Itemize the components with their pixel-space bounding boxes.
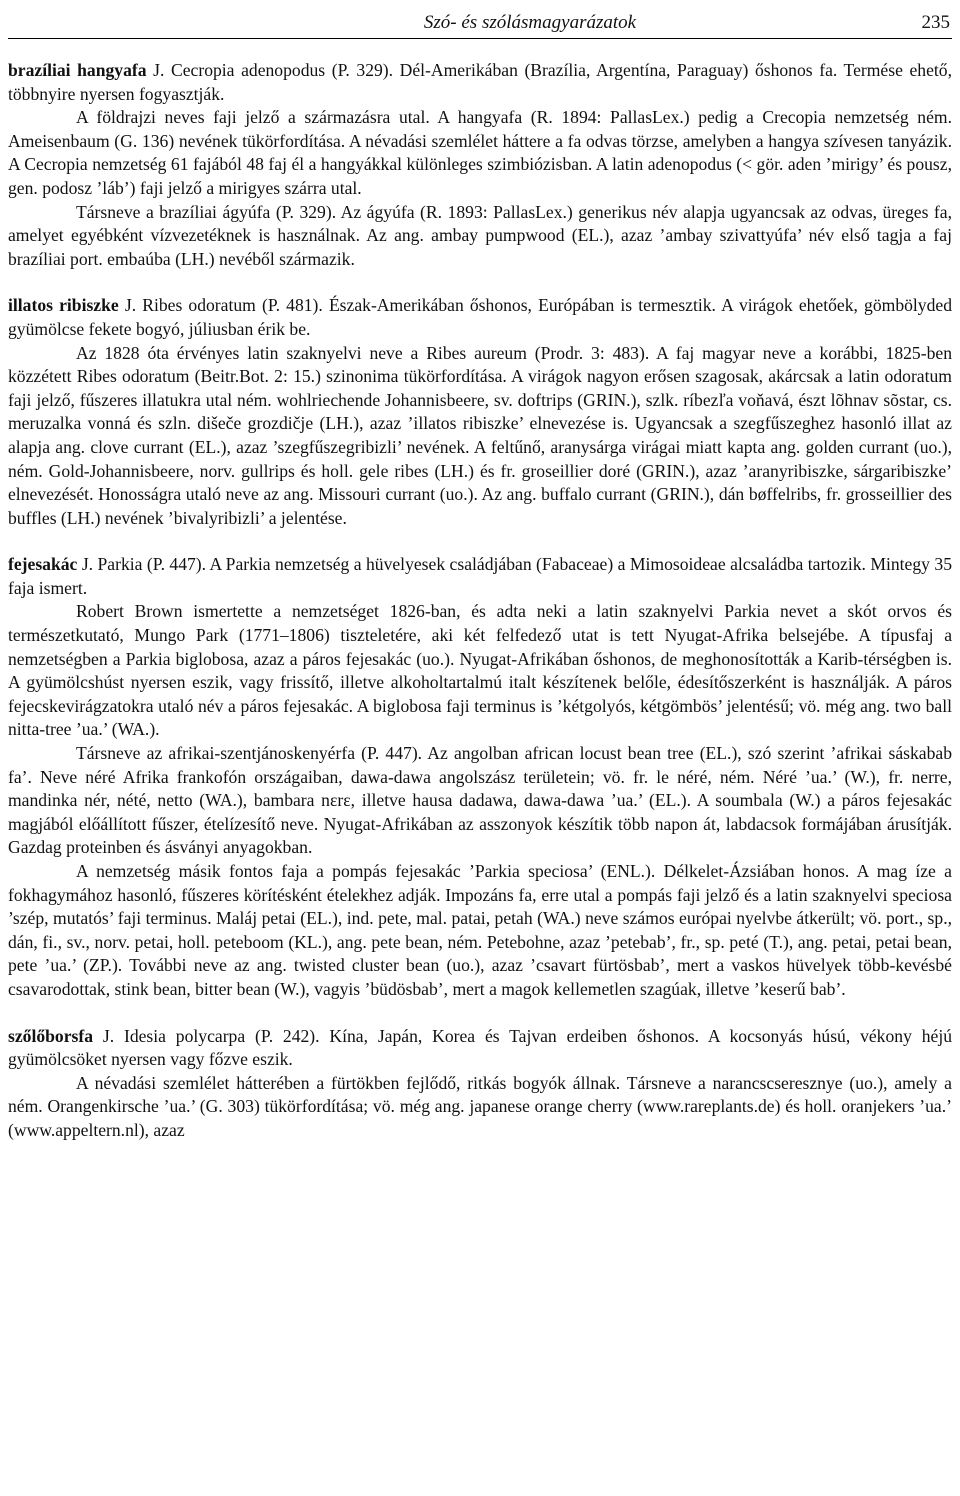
dictionary-entry: [8, 59, 952, 271]
entry-text: J. Parkia (P. 447). A Parkia nemzetség a hüvelyesek családjában (Fabaceae) a Mimosoideae alcsaládba tartozik. Mintegy 35 faja ismert.: [8, 554, 952, 598]
entry-paragraph: A névadási szemlélet hátterében a fürtökben fejlődő, ritkás bogyók állnak. Társneve a narancscseresznye (uo.), amely a ném. Orangenkirsche ’ua.’ (G. 303) tükörfordítása; vö. még ang. japanese orange cherry (www.rareplants.de) és holl. oranjekers ’ua.’ (www.appeltern.nl), azaz: [8, 1072, 952, 1140]
entry-paragraph: [8, 1025, 952, 1072]
page-number: 235: [921, 12, 950, 33]
entry-paragraph: Társneve az afrikai-szentjánoskenyérfa (P. 447). Az angolban african locust bean tree (EL.), szó szerint ’afrikai sáskabab fa’. Neve néré Afrika frankofón országaiban, dawa-dawa angolszász területein; vö. fr. le néré, ném. Néré ’ua.’ (W.), fr. nerre, mandinka nér, nété, netto (WA.), bambara nɛrɛ, illetve hausa dadawa, dawa-dawa ’ua.’ (EL.). A soumbala (W.) a páros fejesakác magjából előállított fűszer, ételízesítő neve. Nyugat-Afrikában az asszonyok készítik több napon át, labdacsok formájában árusítják. Gazdag proteinben és ásványi anyagokban.: [8, 743, 952, 858]
entry-paragraph: [8, 59, 952, 106]
entry-text: J. Ribes odoratum (P. 481). Észak-Amerikában őshonos, Európában is termesztik. A virágok ehetőek, gömbölyded gyümölcse fekete bogyó, júliusban érik be.: [8, 295, 952, 339]
running-title: Szó- és szólásmagyarázatok: [423, 12, 637, 33]
entry-headword: illatos ribiszke: [8, 295, 119, 316]
page-header: [8, 0, 952, 39]
entry-headword: szőlőborsfa: [8, 1025, 94, 1046]
entry-paragraph: Társneve a brazíliai ágyúfa (P. 329). Az ágyúfa (R. 1893: PallasLex.) generikus név alapja ugyancsak az odvas, üreges fa, amelyet egyébként vízvezetéknek is használnak. Az ang. ambay pumpwood (EL.), azaz ’ambay szivattyúfa’ név első tagja a faj brazíliai port. embaúba (LH.) nevéből származik.: [8, 201, 952, 269]
entry-text: J. Cecropia adenopodus (P. 329). Dél-Amerikában (Brazília, Argentína, Paraguay) őshonos fa. Termése ehető, többnyire nyersen fogyasztják.: [8, 60, 952, 104]
entry-paragraph: A földrajzi neves faji jelző a származásra utal. A hangyafa (R. 1894: PallasLex.) pedig a Crecopia nemzetség ném. Ameisenbaum (G. 136) nevének tükörfordítása. A névadási szemlélet háttere a fa odvas törzse, amelyben a hangya szívesen tanyázik. A Cecropia nemzetség 61 fajából 48 faj él a hangyákkal különleges szimbiózisban. A latin adenopodus (< gör. aden ’mirigy’ és pousz, gen. podosz ’láb’) faji jelző a mirigyes szárra utal.: [8, 107, 952, 198]
entry-paragraph: [8, 553, 952, 600]
entry-paragraph: A nemzetség másik fontos faja a pompás fejesakác ’Parkia speciosa’ (ENL.). Délkelet-Ázsiában honos. A mag íze a fokhagymához hasonló, fűszeres körítésként ételekhez adják. Impozáns fa, erre utal a pompás faji jelző és a latin szaknyelvi speciosa ’szép, mutatós’ faji terminus. Maláj petai (EL.), ind. pete, mal. patai, petah (WA.) neve számos európai nyelvbe átkerült; vö. port., sp., dán, fi., sv., norv. petai, holl. peteboom (KL.), ang. pete bean, ném. Petebohne, azaz ’petebab’, fr., sp. peté (T.), ang. petai, petai bean, pete ’ua.’ (ZP.). További neve az ang. twisted cluster bean (uo.), azaz ’csavart fürtösbab’, mert a vaskos hüvelyek több-kevésbé csavarodottak, stink bean, bitter bean (W.), vagyis ’büdösbab’, mert a magok kellemetlen szagúak, illetve ’keserű bab’.: [8, 861, 952, 999]
dictionary-entry: [8, 294, 952, 530]
entry-paragraph: [8, 294, 952, 341]
entry-headword: brazíliai hangyafa: [8, 60, 147, 80]
entry-paragraph: Az 1828 óta érvényes latin szaknyelvi neve a Ribes aureum (Prodr. 3: 483). A faj magyar neve a korábbi, 1825-ben közzétett Ribes odoratum (Beitr.Bot. 2: 15.) szinonima tükörfordítása. A virágok nagyon erősen szagosak, akárcsak a latin odoratum faji jelző, fűszeres illatukra utal ném. wohlriechende Johannisbeere, sv. doftrips (GRIN.), szlk. ríbezľa voňavá, észt lõhnav sõstar, cs. meruzalka vonná és szln. dišeče grozdičje (LH.), azaz ’illatos ribiszke’ elnevezése is. Ugyancsak a szegfűszeghez hasonló illat az alapja ang. clove currant (EL.), azaz ’szegfűszegribizli’ nevének. A feltűnő, aranysárga virágai miatt kapta ang. golden currant (uo.), ném. Gold-Johannisbeere, norv. gullrips és holl. gele ribes (LH.) és fr. groseillier doré (GRIN.), azaz ’aranyribiszke, sárgaribiszke’ elnevezését. Honosságra utaló neve az ang. Missouri currant (uo.). Az ang. buffalo currant (GRIN.), dán bøffelribs, fr. grosseillier des buffles (LH.) nevének ’bivalyribizli’ a jelentése.: [8, 342, 952, 528]
entry-text: J. Idesia polycarpa (P. 242). Kína, Japán, Korea és Tajvan erdeiben őshonos. A kocsonyás húsú, vékony héjú gyümölcsöket nyersen vagy főzve eszik.: [8, 1025, 952, 1070]
entry-headword: fejesakác: [8, 554, 78, 575]
dictionary-entry: [8, 1025, 952, 1143]
entry-paragraph: Robert Brown ismertette a nemzetséget 1826-ban, és adta neki a latin szaknyelvi Parkia nevet a skót orvos és természetkutató, Mungo Park (1771–1806) tiszteletére, aki két felfedező utat is tett Nyugat-Afrika belsejébe. A típusfaj a nemzetségben a Parkia biglobosa, azaz a páros fejesakác (uo.). Nyugat-Afrikában őshonos, de meghonosították a Karib-térségben is. A gyümölcshúst nyersen eszik, vagy frissítő, illetve alkoholtartalmú italt készítenek belőle, édesítőszerként is használják. A páros fejecskevirágzatokra utaló név a páros fejesakác. A biglobosa faji terminus is ’kétgolyós, kétgömbös’ jelentésű; vö. még ang. two ball nitta-tree ’ua.’ (WA.).: [8, 601, 952, 740]
dictionary-entry: [8, 553, 952, 1001]
